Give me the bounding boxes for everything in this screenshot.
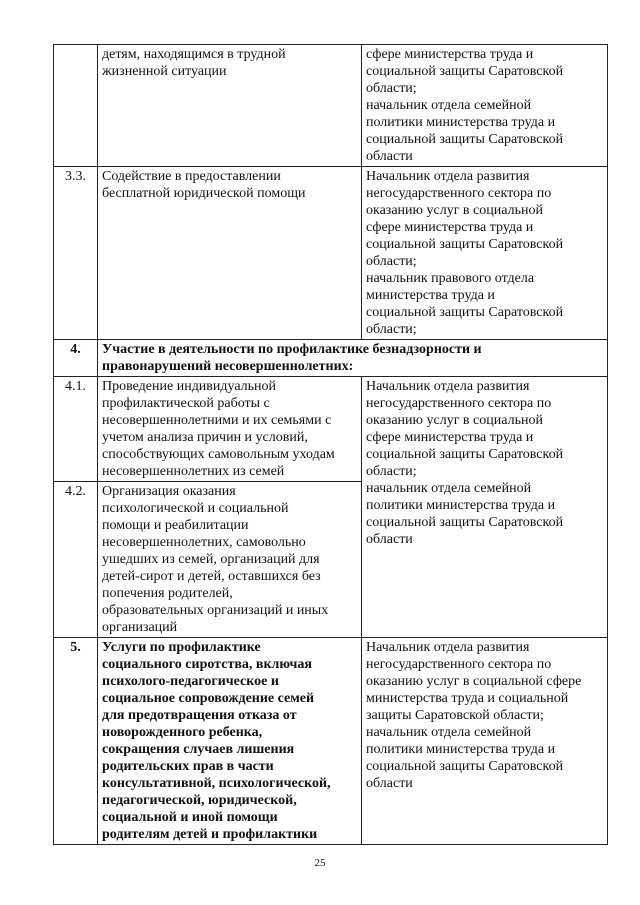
task-line: ушедших из семей, организаций для: [102, 552, 320, 567]
section-number: 4.: [54, 340, 98, 377]
table-row-section-4: [54, 340, 608, 377]
resp-line: социальной защиты Саратовской: [366, 305, 564, 320]
resp-line: Начальник отдела развития: [366, 379, 530, 394]
task-line: психологической и социальной: [102, 501, 289, 516]
task-line: жизненной ситуации: [102, 64, 227, 79]
task-line: педагогической, юридической,: [102, 793, 297, 808]
resp-line: оказанию услуг в социальной: [366, 203, 543, 218]
task-line: несовершеннолетних, самовольно: [102, 535, 306, 550]
resp-line: Начальник отдела развития: [366, 640, 530, 655]
task-line: несовершеннолетних из семей: [102, 464, 285, 479]
section-title-line: правонарушений несовершеннолетних:: [102, 359, 354, 374]
resp-line: области: [366, 149, 413, 164]
resp-line: начальник отдела семейной: [366, 725, 532, 740]
section-title: [98, 340, 608, 377]
resp-line: социальной защиты Саратовской: [366, 447, 564, 462]
task-line: социального сиротства, включая: [102, 657, 312, 672]
task-line: детям, находящимся в трудной: [102, 47, 286, 62]
task-line: бесплатной юридической помощи: [102, 186, 306, 201]
resp-line: сфере министерства труда и: [366, 430, 534, 445]
resp-line: социальной защиты Саратовской: [366, 132, 564, 147]
task-line: способствующих самовольным уходам: [102, 447, 335, 462]
task-line: Проведение индивидуальной: [102, 379, 277, 394]
resp-line: начальник правового отдела: [366, 271, 535, 286]
resp-line: социальной защиты Саратовской: [366, 64, 564, 79]
task-line: учетом анализа причин и условий,: [102, 430, 308, 445]
task-line: социальной и иной помощи: [102, 810, 278, 825]
resp-line: области;: [366, 254, 417, 269]
resp-line: сфере министерства труда и: [366, 220, 534, 235]
row-number: 4.2.: [54, 482, 98, 638]
table-row-continuation: [54, 45, 608, 167]
resp-line: Начальник отдела развития: [366, 169, 530, 184]
resp-line: министерства труда и социальной: [366, 691, 569, 706]
section-number: 5.: [54, 638, 98, 845]
resp-line: министерства труда и: [366, 288, 495, 303]
task-line: консультативной, психологической,: [102, 776, 331, 791]
task-line: психолого-педагогическое и: [102, 674, 279, 689]
task-line: несовершеннолетними и их семьями с: [102, 413, 332, 428]
task-line: родителям детей и профилактики: [102, 827, 318, 842]
task-line: детей-сирот и детей, оставшихся без: [102, 569, 321, 584]
resp-line: политики министерства труда и: [366, 115, 556, 130]
task-line: социальное сопровождение семей: [102, 691, 315, 706]
row-number: [54, 45, 98, 167]
table-row-3-3: [54, 167, 608, 340]
resp-line: сфере министерства труда и: [366, 47, 534, 62]
page-number: 25: [314, 857, 326, 869]
section-title-line: Участие в деятельности по профилактике безнадзорности и: [102, 342, 482, 357]
resp-line: негосударственного сектора по: [366, 186, 552, 201]
row-number: 3.3.: [54, 167, 98, 340]
task-line: сокращения случаев лишения: [102, 742, 295, 757]
resp-line: оказанию услуг в социальной сфере: [366, 674, 582, 689]
resp-line: защиты Саратовской области;: [366, 708, 544, 723]
task-line: попечения родителей,: [102, 586, 233, 601]
task-line: помощи и реабилитации: [102, 518, 249, 533]
resp-line: политики министерства труда и: [366, 742, 556, 757]
responsible-cell: [362, 167, 608, 340]
resp-line: области: [366, 532, 413, 547]
task-cell: [98, 482, 362, 638]
resp-line: социальной защиты Саратовской: [366, 515, 564, 530]
resp-line: области;: [366, 322, 417, 337]
responsible-cell: [362, 377, 608, 638]
resp-line: негосударственного сектора по: [366, 657, 552, 672]
task-line: образовательных организаций и иных: [102, 603, 329, 618]
task-line: новорожденного ребенка,: [102, 725, 263, 740]
resp-line: начальник отдела семейной: [366, 481, 532, 496]
measures-table: [53, 44, 608, 845]
task-cell: [98, 638, 362, 845]
table-row-4-1: [54, 377, 608, 482]
task-cell: [98, 167, 362, 340]
responsible-cell: [362, 638, 608, 845]
resp-line: области;: [366, 464, 417, 479]
resp-line: социальной защиты Саратовской: [366, 759, 564, 774]
task-line: Содействие в предоставлении: [102, 169, 281, 184]
task-line: для предотвращения отказа от: [102, 708, 297, 723]
task-cell: [98, 377, 362, 482]
task-line: профилактической работы с: [102, 396, 270, 411]
task-line: организаций: [102, 620, 178, 635]
resp-line: негосударственного сектора по: [366, 396, 552, 411]
resp-line: начальник отдела семейной: [366, 98, 532, 113]
table-row-section-5: [54, 638, 608, 845]
row-number: 4.1.: [54, 377, 98, 482]
task-line: родительских прав в части: [102, 759, 274, 774]
resp-line: социальной защиты Саратовской: [366, 237, 564, 252]
task-line: Организация оказания: [102, 484, 236, 499]
resp-line: области;: [366, 81, 417, 96]
resp-line: оказанию услуг в социальной: [366, 413, 543, 428]
responsible-cell: [362, 45, 608, 167]
task-line: Услуги по профилактике: [102, 640, 261, 655]
resp-line: политики министерства труда и: [366, 498, 556, 513]
task-cell: [98, 45, 362, 167]
resp-line: области: [366, 776, 413, 791]
